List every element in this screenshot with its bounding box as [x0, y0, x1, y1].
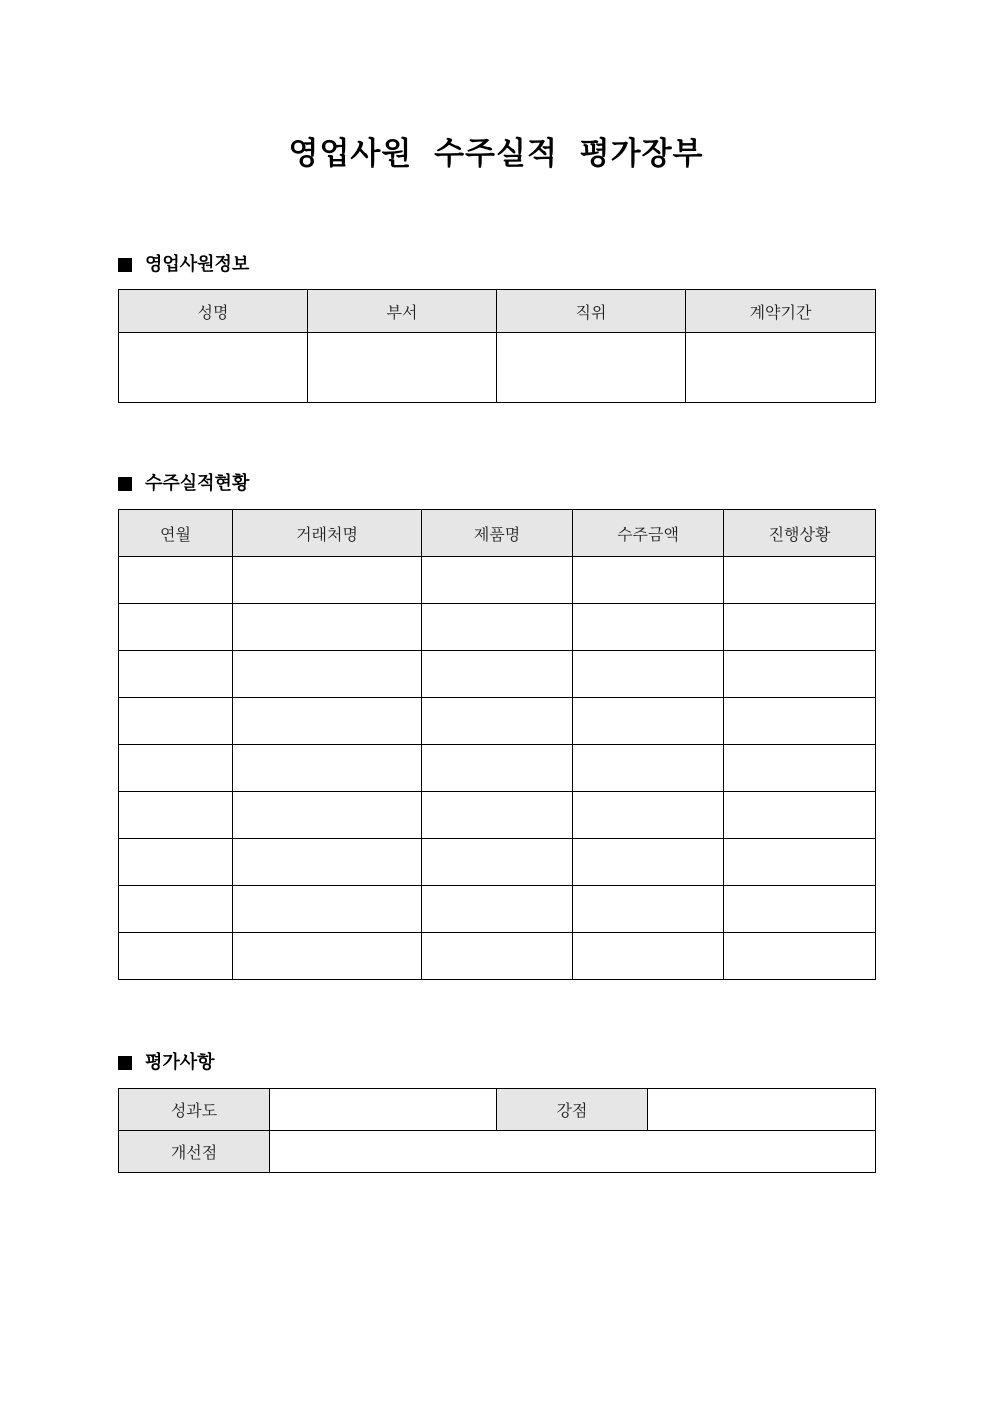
table-cell[interactable]: [422, 604, 573, 651]
section-heading-evaluation: [118, 1051, 215, 1075]
header-product-name: 제품명: [422, 510, 573, 557]
header-progress: 진행상황: [724, 510, 876, 557]
order-status-table: [118, 509, 876, 980]
table-cell[interactable]: [422, 651, 573, 698]
table-cell[interactable]: [119, 886, 233, 933]
table-cell[interactable]: [573, 557, 724, 604]
table-cell[interactable]: [422, 886, 573, 933]
table-cell[interactable]: [724, 604, 876, 651]
table-cell[interactable]: [233, 604, 422, 651]
table-cell[interactable]: [573, 745, 724, 792]
header-year-month: 연월: [119, 510, 233, 557]
table-row: [119, 792, 876, 839]
table-cell[interactable]: [724, 839, 876, 886]
table-row: [119, 698, 876, 745]
table-cell[interactable]: [573, 886, 724, 933]
table-cell[interactable]: [233, 557, 422, 604]
table-cell[interactable]: [573, 792, 724, 839]
header-department: 부서: [308, 290, 497, 333]
table-row: [119, 557, 876, 604]
table-cell[interactable]: [233, 792, 422, 839]
table-cell[interactable]: [573, 698, 724, 745]
table-cell[interactable]: [119, 745, 233, 792]
table-cell[interactable]: [119, 933, 233, 980]
table-cell[interactable]: [233, 745, 422, 792]
table-cell[interactable]: [233, 839, 422, 886]
table-cell[interactable]: [119, 557, 233, 604]
evaluation-table: [118, 1088, 876, 1173]
table-cell[interactable]: [724, 886, 876, 933]
section-heading-order-status: [118, 472, 249, 496]
table-cell[interactable]: [573, 604, 724, 651]
table-row: [119, 839, 876, 886]
improvement-field[interactable]: [270, 1131, 876, 1173]
table-cell[interactable]: [233, 933, 422, 980]
table-cell[interactable]: [119, 792, 233, 839]
header-client-name: 거래처명: [233, 510, 422, 557]
department-field[interactable]: [308, 333, 497, 403]
table-row: [119, 604, 876, 651]
table-cell[interactable]: [724, 745, 876, 792]
table-cell[interactable]: [119, 604, 233, 651]
table-cell[interactable]: [724, 557, 876, 604]
section-title: 수주실적현황: [145, 473, 250, 494]
table-row: [119, 745, 876, 792]
page-title: 영업사원 수주실적 평가장부: [288, 136, 704, 172]
achievement-field[interactable]: [270, 1089, 497, 1131]
table-cell[interactable]: [422, 933, 573, 980]
header-position: 직위: [497, 290, 686, 333]
contract-period-field[interactable]: [686, 333, 876, 403]
table-cell[interactable]: [422, 792, 573, 839]
strength-label: 강점: [497, 1089, 648, 1131]
table-cell[interactable]: [233, 886, 422, 933]
header-name: 성명: [119, 290, 308, 333]
header-order-amount: 수주금액: [573, 510, 724, 557]
table-cell[interactable]: [422, 557, 573, 604]
section-title: 영업사원정보: [145, 254, 250, 275]
table-cell[interactable]: [573, 933, 724, 980]
table-cell[interactable]: [724, 651, 876, 698]
table-cell[interactable]: [422, 698, 573, 745]
section-title: 평가사항: [145, 1052, 215, 1073]
table-cell[interactable]: [422, 839, 573, 886]
position-field[interactable]: [497, 333, 686, 403]
improvement-label: 개선점: [119, 1131, 270, 1173]
table-cell[interactable]: [233, 651, 422, 698]
square-bullet-icon: [118, 477, 132, 491]
name-field[interactable]: [119, 333, 308, 403]
table-row: [119, 651, 876, 698]
table-row: [119, 886, 876, 933]
table-cell[interactable]: [724, 698, 876, 745]
square-bullet-icon: [118, 258, 132, 272]
table-cell[interactable]: [724, 792, 876, 839]
section-heading-employee-info: [118, 253, 249, 277]
table-cell[interactable]: [119, 698, 233, 745]
table-cell[interactable]: [422, 745, 573, 792]
strength-field[interactable]: [648, 1089, 876, 1131]
table-cell[interactable]: [724, 933, 876, 980]
table-cell[interactable]: [119, 651, 233, 698]
header-contract-period: 계약기간: [686, 290, 876, 333]
employee-info-table: [118, 289, 876, 403]
achievement-label: 성과도: [119, 1089, 270, 1131]
table-cell[interactable]: [573, 839, 724, 886]
table-cell[interactable]: [233, 698, 422, 745]
table-row: [119, 933, 876, 980]
table-cell[interactable]: [573, 651, 724, 698]
table-cell[interactable]: [119, 839, 233, 886]
square-bullet-icon: [118, 1056, 132, 1070]
